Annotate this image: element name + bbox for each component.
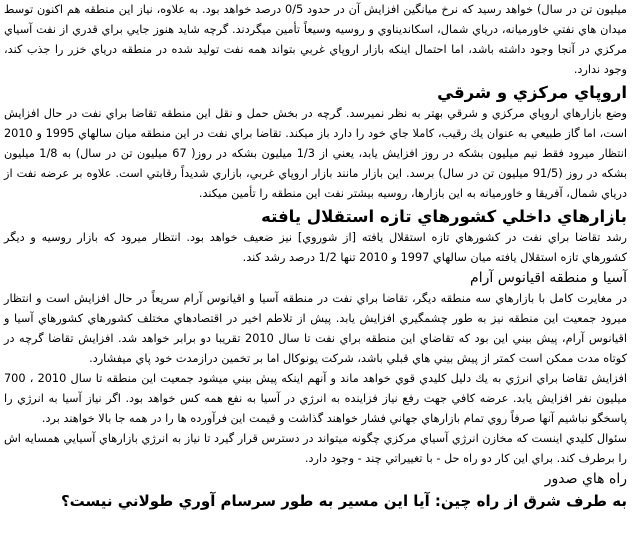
intro-paragraph: ميليون تن در سال) خواهد رسيد كه نرخ ميانگين افزايش آن در حدود 0/5 درصد خواهد بود. به علاوه، نياز اين منطقه هم اكنون توسط ميدان هاي نفتي خاورميانه، درياي شمال، اسكانديناوي و روسيه وسيعاً تأمين ميگردند. گرچه شايد هنوز جايي براي قدري از نفت آسياي مركزي در آنجا وجود داشته باشد، اما احتمال اينكه بازار اروپاي غربي بتواند همه نفت توليد شده در منطقه درياي خزر را جذب كند، وجود ندارد. [4,3,627,76]
section-paragraph: وضع بازارهاي اروپاي مركزي و شرقي بهتر به نظر نميرسد. گرچه در بخش حمل و نقل اين منطقه تقاضا براي نفت در حال افزايش است، اما گاز طبيعي به عنوان يك رقيب، كاملا جاي خود را دارد باز ميكند. تقاضا براي نفت در اين منطقه ميان سالهاي 1995 و 2010 انتظار ميرود فقط نيم ميليون بشكه در روز افزايش يابد، يعني از 1/3 ميليون بشكه در روز( 67 ميليون تن در سال) به 1/8 ميليون بشكه در روز (91/5 ميليون تن در سال) برسد. اين بازار مانند بازار اروپاي غربي، بازاري شديداً رقابتي است. علاوه بر عرضه نفت از درياي شمال، آفريقا و خاورميانه به اين بازارها، روسيه بيشتر نفت اين منطقه را تأمين ميكند. [4,107,627,200]
section-paragraph: سئوال كليدي اينست كه مخازن انرژي آسياي مركزي چگونه ميتواند در دسترس قرار گيرد تا نياز به انرژي بازارهاي آسيايي همسايه اش را برطرف كند. براي اين كار دو راه حل - با تغييراتي چند - وجود دارد. [4,432,627,465]
export-routes-heading: راه هاي صدور [544,471,627,487]
section-paragraph: رشد تقاضا براي نفت در كشورهاي تازه استقلال يافته [از شوروي] نيز ضعيف خواهد بود. انتظار ميرود كه بازار روسيه و ديگر كشورهاي تازه استقلال يافته ميان سالهاي 1997 و 2010 تنها 1/2 درصد رشد كند. [4,231,627,264]
section-paragraph: در مغايرت كامل با بازارهاي سه منطقه ديگر، تقاضا براي نفت در منطقه آسيا و اقيانوس آرام سريعاً در حال افزايش است و انتظار ميرود جمعيت اين منطقه نيز به طور چشمگيري افزايش يابد. پيش از تلاطم اخير در اقتصادهاي مختلف كشورهاي كشورهاي آسيا و اقيانوس آرام، پيش بيني اين بود كه تقاضاي اين منطقه براي نفت تا سال 2010 تقريبا دو برابر خواهد شد. افزايش تقاضا گرچه در كوتاه مدت ممكن است كمتر از پيش بيني هاي قبلي باشد، شركت يونوكال اما بر تخمين درازمدت خود پاي ميفشارد. [4,292,628,365]
section-heading-asia-pacific: آسيا و منطقه اقيانوس آرام [470,270,627,286]
section-paragraph: افزايش تقاضا براي انرژي به يك دليل كليدي قوي خواهد ماند و آنهم اينكه پيش بيني ميشود جمعيت اين منطقه تا سال 2010 ، 700 ميليون نفر افزايش يابد. عرضه كافي جهت رفع نياز فزاينده به انرژي در آسيا به نفع همه كس خواهد بود. اگر نياز آسيا به انرژي را پاسخگو نباشيم آنها صرفاً روي تمام بازارهاي جهاني فشار خواهند گذاشت و قيمت اين فرآورده ها را در همه جا بالا خواهند برد. [4,372,627,425]
section-heading-newly-independent-states: بازارهاي داخلي كشورهاي تازه استقلال يافته [261,207,627,226]
east-route-heading: به طرف شرق از راه چين: آيا اين مسير به طور سرسام آوري طولاني نيست؟ [60,492,627,510]
section-heading-central-eastern-europe: اروپاي مركزي و شرقي [437,83,627,102]
